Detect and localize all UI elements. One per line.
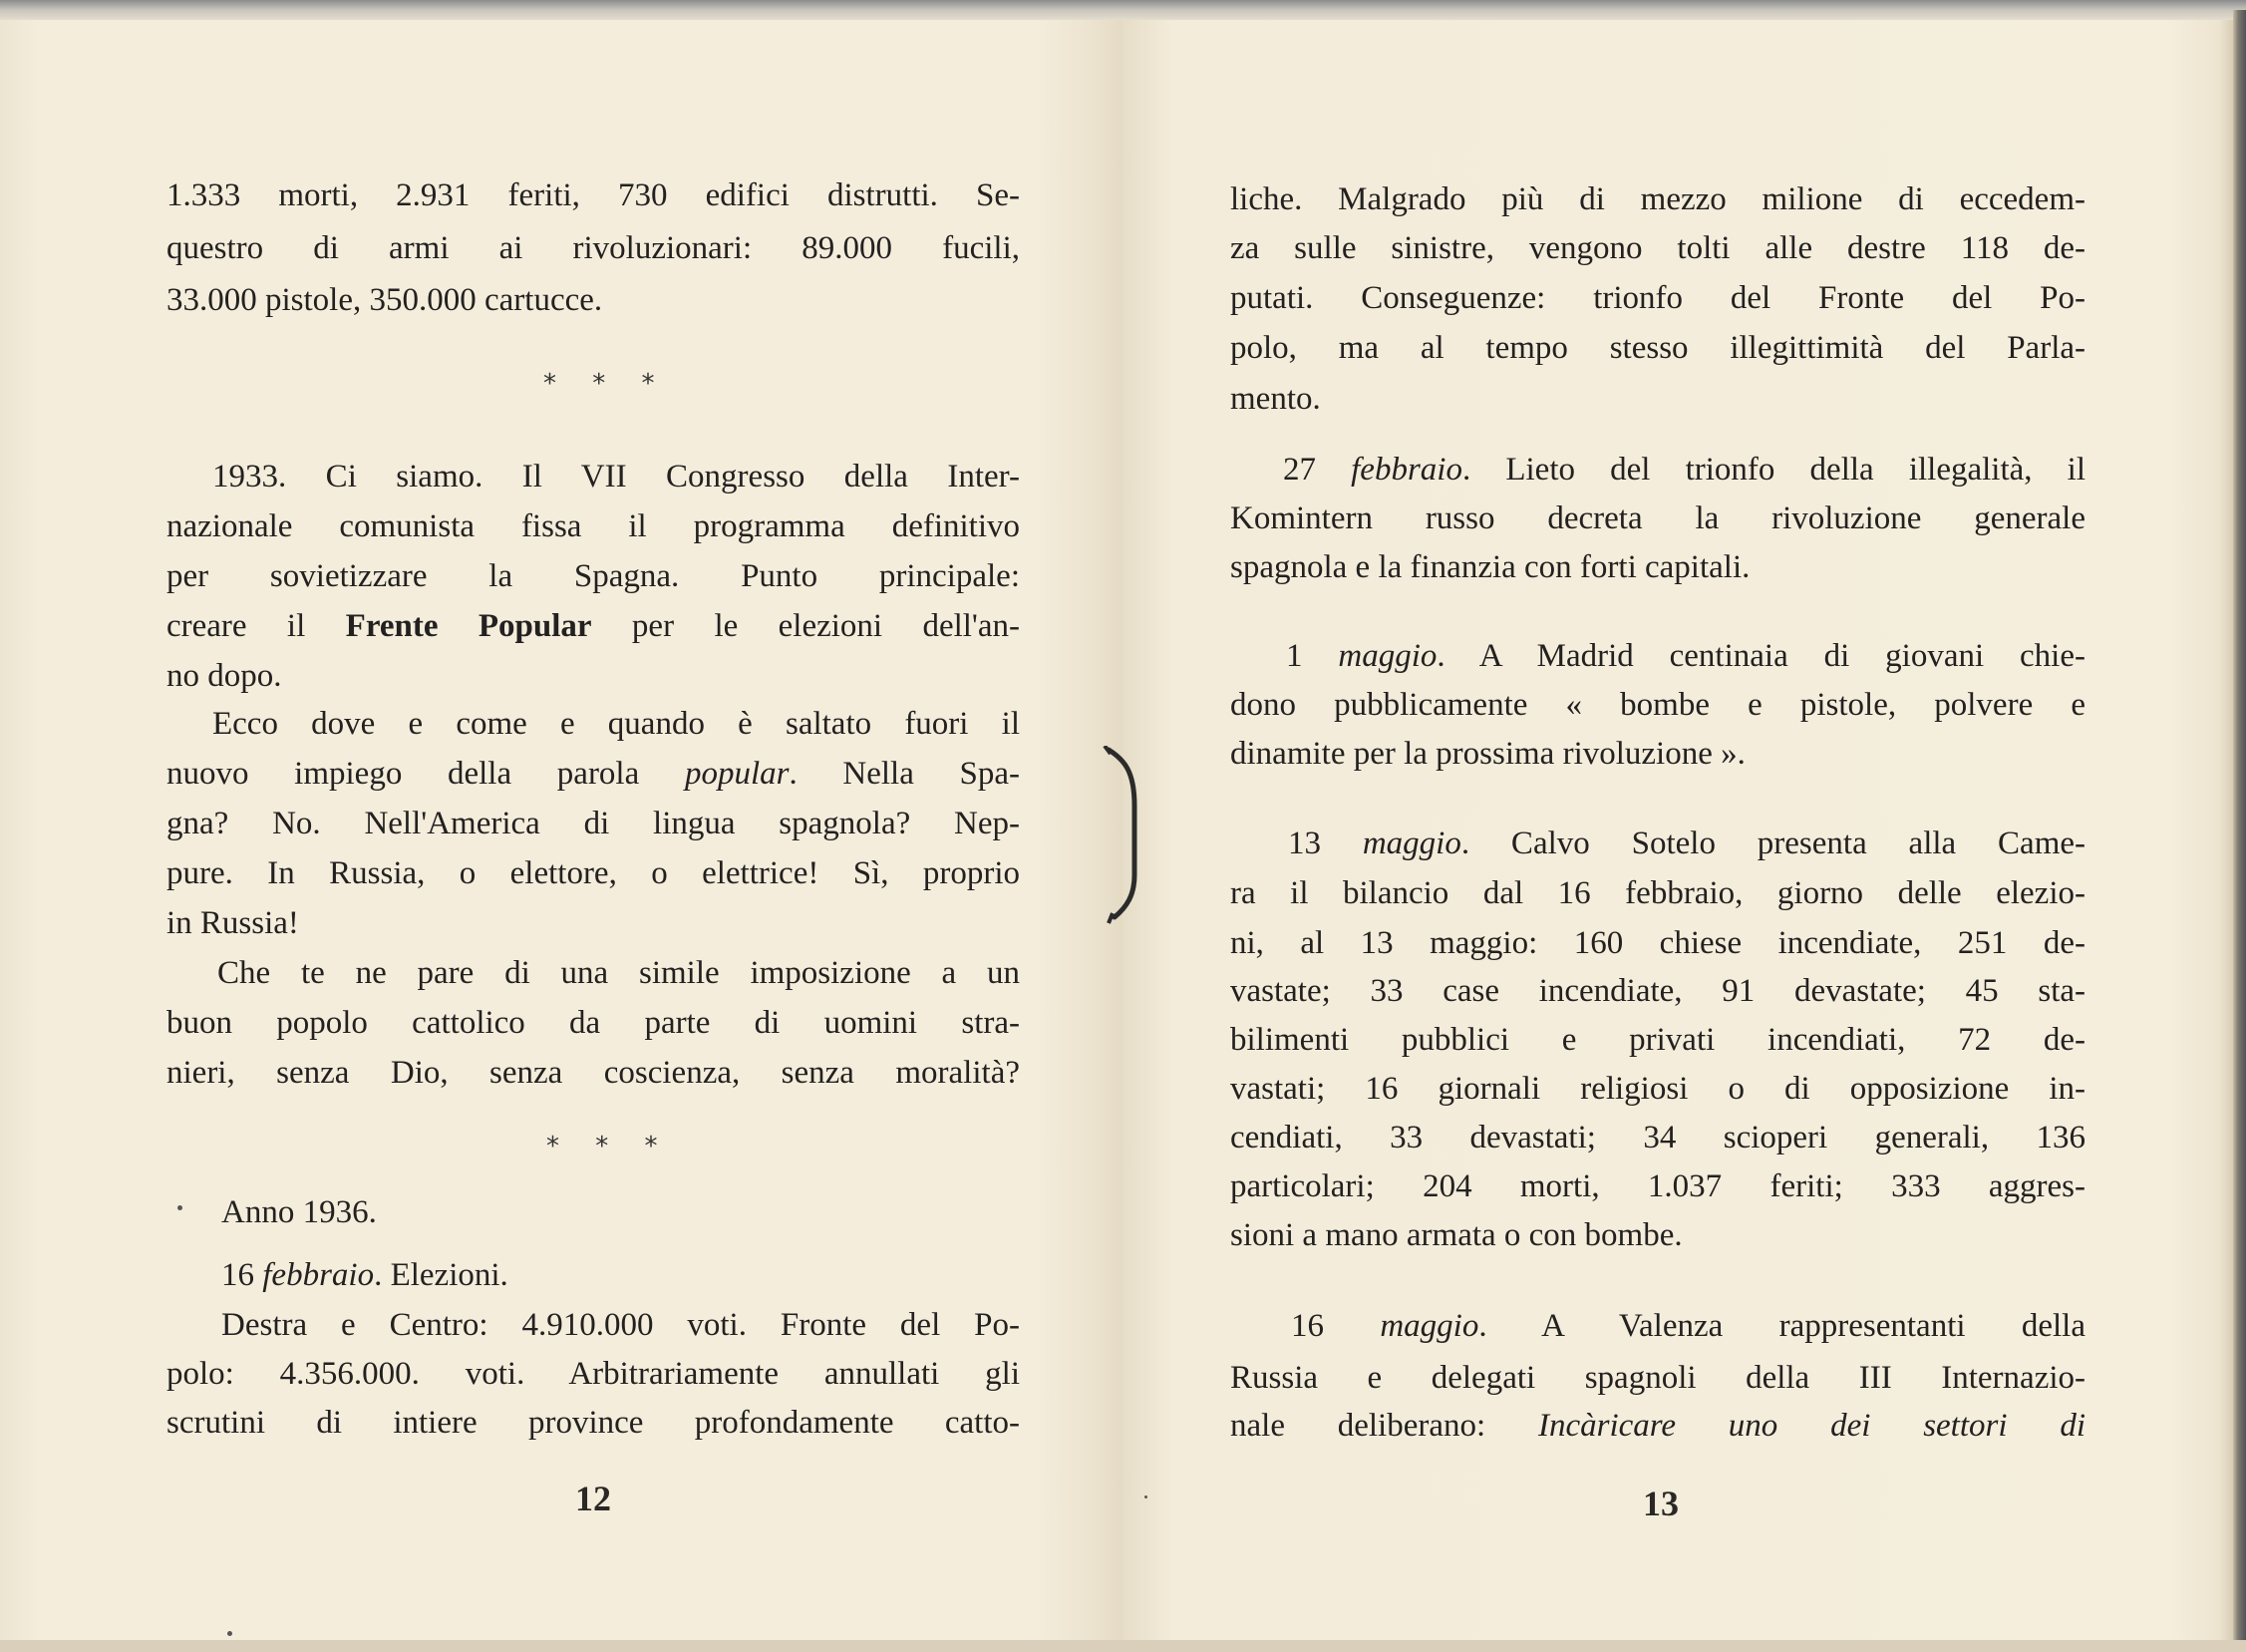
speck	[177, 1205, 182, 1210]
text-line: no dopo.	[166, 658, 282, 694]
text-line: Komintern russo decreta la rivoluzione generale	[1230, 500, 2086, 536]
text-line: 1933. Ci siamo. Il VII Congresso della Inter-	[212, 459, 1020, 495]
text-line: nazionale comunista fissa il programma definitivo	[166, 508, 1020, 544]
text-line: vastati; 16 giornali religiosi o di opposizione in-	[1230, 1071, 2086, 1107]
text-line: cendiati, 33 devastati; 34 scioperi generali, 136	[1230, 1120, 2086, 1156]
text-line: Russia e delegati spagnoli della III Internazio-	[1230, 1360, 2086, 1396]
text-line: putati. Conseguenze: trionfo del Fronte del Po-	[1230, 280, 2086, 316]
text-line: 1.333 morti, 2.931 feriti, 730 edifici distrutti. Se-	[166, 177, 1020, 213]
text-line: ra il bilancio dal 16 febbraio, giorno delle elezio-	[1230, 875, 2086, 911]
text-line: polo: 4.356.000. voti. Arbitrariamente annullati gli	[166, 1356, 1020, 1392]
book-edge	[2233, 10, 2246, 1652]
text-line: Che te ne pare di una simile imposizione a un	[217, 955, 1020, 991]
book-bottom-edge	[0, 1640, 2246, 1652]
text-line: ni, al 13 maggio: 160 chiese incendiate, 251 de-	[1230, 925, 2086, 961]
text-line: per sovietizzare la Spagna. Punto principale:	[166, 558, 1020, 594]
text-line: gna? No. Nell'America di lingua spagnola? Nep-	[166, 806, 1020, 841]
section-separator: * * *	[543, 369, 669, 399]
text-line: 1 maggio. A Madrid centinaia di giovani chie-	[1286, 638, 2086, 674]
page-number: 12	[575, 1479, 611, 1518]
text-line: vastate; 33 case incendiate, 91 devastate; 45 sta-	[1230, 973, 2086, 1009]
text-line: polo, ma al tempo stesso illegittimità del Parla-	[1230, 330, 2086, 366]
text-line: pure. In Russia, o elettore, o elettrice! Sì, proprio	[166, 855, 1020, 891]
text-line: 33.000 pistole, 350.000 cartucce.	[166, 282, 603, 318]
text-line: dinamite per la prossima rivoluzione ».	[1230, 736, 1746, 772]
page-number: 13	[1643, 1484, 1679, 1523]
section-separator: * * *	[546, 1132, 672, 1161]
speck	[227, 1631, 232, 1636]
text-line: particolari; 204 morti, 1.037 feriti; 333 aggres-	[1230, 1168, 2086, 1204]
text-line: mento.	[1230, 381, 1321, 417]
text-line: Anno 1936.	[221, 1194, 377, 1230]
text-line: Destra e Centro: 4.910.000 voti. Fronte del Po-	[221, 1307, 1020, 1343]
text-line: dono pubblicamente « bombe e pistole, polvere e	[1230, 687, 2086, 723]
text-line: creare il Frente Popular per le elezioni dell'an-	[166, 608, 1021, 644]
text-line: bilimenti pubblici e privati incendiati, 72 de-	[1230, 1022, 2086, 1058]
binding-thread-icon	[1095, 746, 1154, 925]
text-line: za sulle sinistre, vengono tolti alle destre 118 de-	[1230, 230, 2086, 266]
text-line: buon popolo cattolico da parte di uomini stra-	[166, 1005, 1020, 1041]
text-line: sioni a mano armata o con bombe.	[1230, 1217, 1683, 1253]
text-line: scrutini di intiere province profondamente catto-	[166, 1405, 1020, 1441]
text-line: 13 maggio. Calvo Sotelo presenta alla Came-	[1288, 826, 2086, 861]
text-line: nale deliberano: Incàricare uno dei settori di	[1230, 1408, 2086, 1444]
text-line: Ecco dove e come e quando è saltato fuori il	[212, 706, 1020, 742]
text-line: questro di armi ai rivoluzionari: 89.000 fucili,	[166, 230, 1020, 266]
text-line: 16 maggio. A Valenza rappresentanti della	[1291, 1308, 2086, 1344]
text-line: in Russia!	[166, 905, 299, 941]
text-line: 16 febbraio. Elezioni.	[221, 1257, 508, 1293]
text-line: 27 febbraio. Lieto del trionfo della illegalità, il	[1283, 452, 2086, 488]
speck	[1144, 1495, 1147, 1498]
text-line: liche. Malgrado più di mezzo milione di eccedem-	[1230, 181, 2086, 217]
text-line: spagnola e la finanzia con forti capitali.	[1230, 549, 1751, 585]
text-line: nieri, senza Dio, senza coscienza, senza moralità?	[166, 1055, 1020, 1091]
text-line: nuovo impiego della parola popular. Nella Spa-	[166, 756, 1020, 792]
